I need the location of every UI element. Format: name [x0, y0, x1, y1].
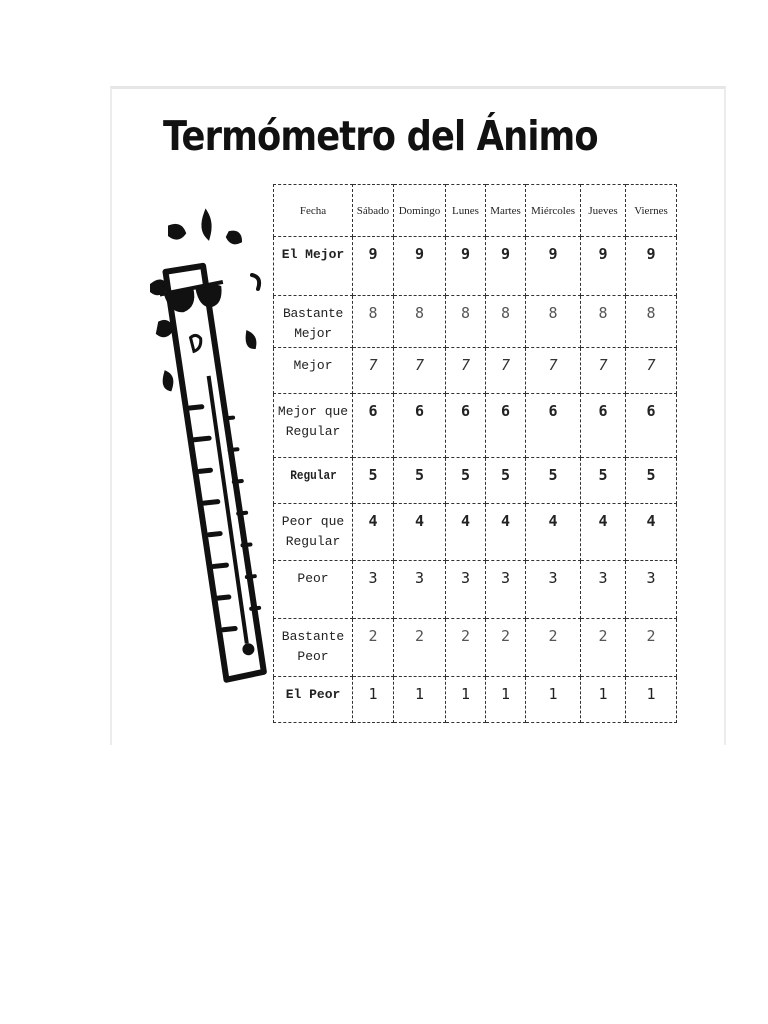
mood-score-cell[interactable]: 3 — [353, 561, 394, 619]
mood-score-cell[interactable]: 7 — [526, 348, 581, 394]
mood-label: Peor que Regular — [274, 504, 353, 561]
mood-score-cell[interactable]: 5 — [526, 458, 581, 504]
header-row — [274, 185, 677, 237]
mood-score-cell[interactable]: 9 — [394, 237, 446, 296]
mood-score-cell[interactable]: 2 — [526, 619, 581, 677]
mood-score-cell[interactable]: 2 — [581, 619, 626, 677]
mood-row — [274, 394, 677, 458]
mood-row — [274, 504, 677, 561]
mood-score-cell[interactable]: 1 — [526, 677, 581, 723]
mood-score-cell[interactable]: 1 — [353, 677, 394, 723]
mood-row — [274, 296, 677, 348]
mood-score-cell[interactable]: 2 — [394, 619, 446, 677]
mood-score-cell[interactable]: 6 — [486, 394, 526, 458]
mood-score-cell[interactable]: 7 — [581, 348, 626, 394]
mood-row — [274, 619, 677, 677]
mood-row — [274, 458, 677, 504]
mood-score-cell[interactable]: 4 — [353, 504, 394, 561]
mood-score-cell[interactable]: 3 — [486, 561, 526, 619]
mood-score-cell[interactable]: 1 — [446, 677, 486, 723]
mood-label: Regular — [279, 458, 346, 504]
mood-score-cell[interactable]: 1 — [394, 677, 446, 723]
mood-score-cell[interactable]: 6 — [446, 394, 486, 458]
mood-score-cell[interactable]: 8 — [394, 296, 446, 348]
mood-score-cell[interactable]: 8 — [626, 296, 677, 348]
mood-score-cell[interactable]: 1 — [626, 677, 677, 723]
mood-row — [274, 348, 677, 394]
mood-label: Bastante Mejor — [274, 296, 353, 348]
mood-score-cell[interactable]: 2 — [353, 619, 394, 677]
mood-label: El Mejor — [274, 237, 353, 296]
mood-score-cell[interactable]: 4 — [394, 504, 446, 561]
page-title: Termómetro del Ánimo — [163, 112, 598, 160]
mood-score-cell[interactable]: 2 — [446, 619, 486, 677]
mood-score-cell[interactable]: 5 — [581, 458, 626, 504]
mood-score-cell[interactable]: 5 — [353, 458, 394, 504]
header-miercoles: Miércoles — [526, 185, 581, 237]
mood-score-cell[interactable]: 4 — [626, 504, 677, 561]
mood-score-cell[interactable]: 6 — [353, 394, 394, 458]
mood-score-cell[interactable]: 7 — [446, 348, 486, 394]
mood-score-cell[interactable]: 8 — [353, 296, 394, 348]
mood-table — [273, 184, 677, 723]
header-martes: Martes — [486, 185, 526, 237]
mood-score-cell[interactable]: 2 — [486, 619, 526, 677]
mood-score-cell[interactable]: 8 — [581, 296, 626, 348]
mood-score-cell[interactable]: 9 — [446, 237, 486, 296]
header-fecha: Fecha — [274, 185, 353, 237]
mood-score-cell[interactable]: 7 — [626, 348, 677, 394]
mood-score-cell[interactable]: 9 — [626, 237, 677, 296]
mood-score-cell[interactable]: 3 — [581, 561, 626, 619]
header-lunes: Lunes — [446, 185, 486, 237]
mood-score-cell[interactable]: 9 — [353, 237, 394, 296]
mood-score-cell[interactable]: 5 — [626, 458, 677, 504]
header-jueves: Jueves — [581, 185, 626, 237]
mood-label: Peor — [274, 561, 353, 619]
mood-score-cell[interactable]: 3 — [394, 561, 446, 619]
mood-score-cell[interactable]: 7 — [394, 348, 446, 394]
mood-score-cell[interactable]: 4 — [486, 504, 526, 561]
thermometer-with-sunglasses-icon — [142, 205, 272, 690]
mood-score-cell[interactable]: 5 — [486, 458, 526, 504]
mood-score-cell[interactable]: 3 — [446, 561, 486, 619]
mood-score-cell[interactable]: 8 — [446, 296, 486, 348]
mood-score-cell[interactable]: 9 — [581, 237, 626, 296]
mood-score-cell[interactable]: 1 — [581, 677, 626, 723]
mood-score-cell[interactable]: 4 — [526, 504, 581, 561]
mood-score-cell[interactable]: 3 — [626, 561, 677, 619]
mood-score-cell[interactable]: 9 — [526, 237, 581, 296]
mood-score-cell[interactable]: 4 — [581, 504, 626, 561]
mood-label: Bastante Peor — [274, 619, 353, 677]
mood-score-cell[interactable]: 3 — [526, 561, 581, 619]
mood-score-cell[interactable]: 8 — [526, 296, 581, 348]
mood-score-cell[interactable]: 5 — [394, 458, 446, 504]
mood-label: Mejor que Regular — [274, 394, 353, 458]
mood-score-cell[interactable]: 6 — [394, 394, 446, 458]
mood-row — [274, 237, 677, 296]
mood-score-cell[interactable]: 5 — [446, 458, 486, 504]
mood-score-cell[interactable]: 8 — [486, 296, 526, 348]
mood-score-cell[interactable]: 7 — [353, 348, 394, 394]
header-domingo: Domingo — [394, 185, 446, 237]
mood-score-cell[interactable]: 6 — [626, 394, 677, 458]
header-viernes: Viernes — [626, 185, 677, 237]
mood-score-cell[interactable]: 1 — [486, 677, 526, 723]
mood-label: Mejor — [274, 348, 353, 394]
mood-row — [274, 561, 677, 619]
mood-label: El Peor — [274, 677, 353, 723]
mood-score-cell[interactable]: 2 — [626, 619, 677, 677]
mood-score-cell[interactable]: 4 — [446, 504, 486, 561]
header-sabado: Sábado — [353, 185, 394, 237]
mood-score-cell[interactable]: 7 — [486, 348, 526, 394]
mood-score-cell[interactable]: 6 — [526, 394, 581, 458]
mood-score-cell[interactable]: 6 — [581, 394, 626, 458]
mood-score-cell[interactable]: 9 — [486, 237, 526, 296]
mood-row — [274, 677, 677, 723]
